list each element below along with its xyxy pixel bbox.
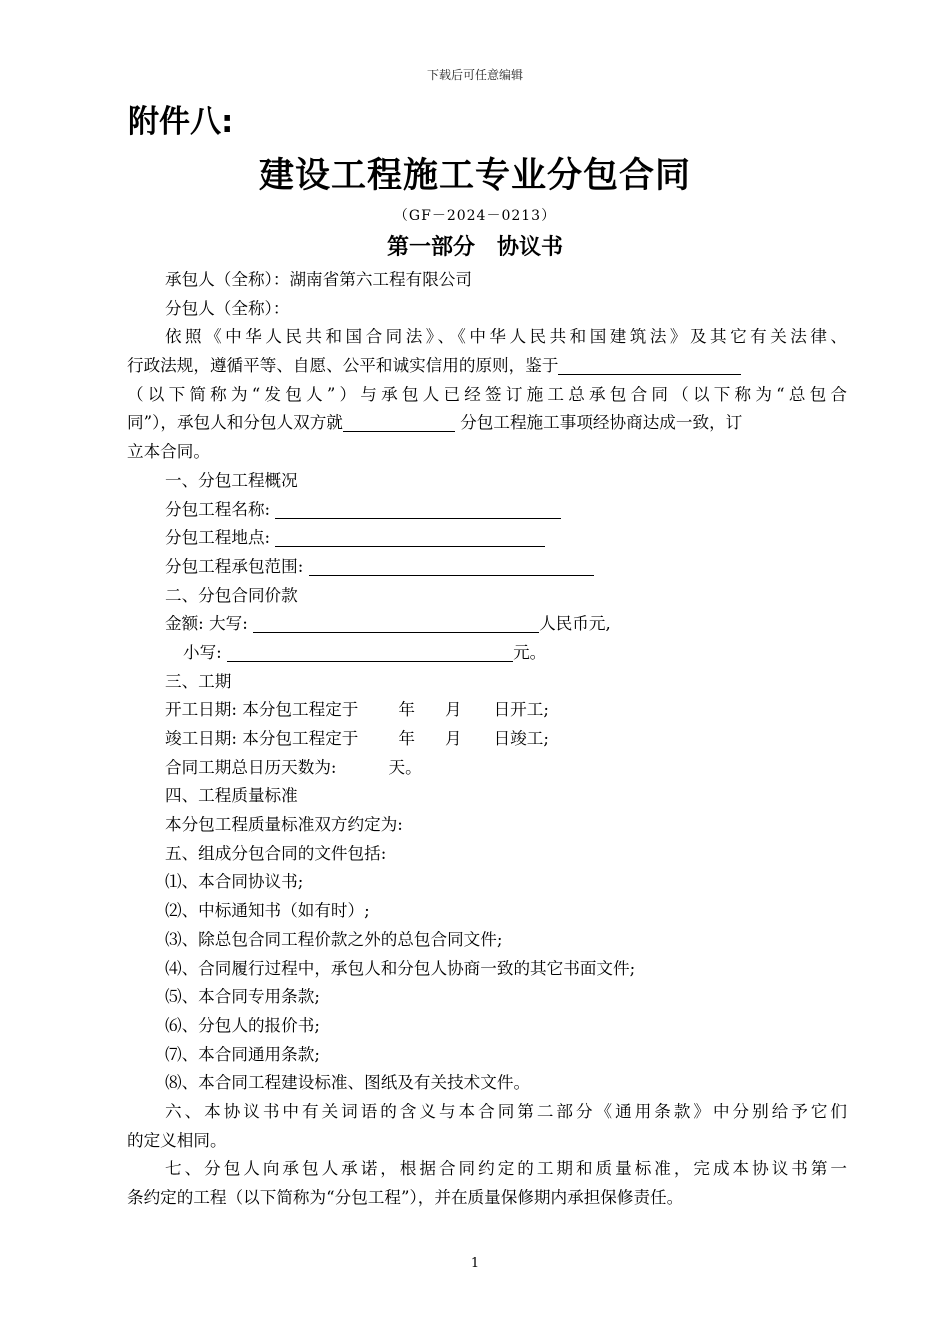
document-code: （GF－2024－0213） xyxy=(393,208,557,224)
project-name-line xyxy=(127,496,847,525)
field-suffix: 日开工; xyxy=(493,700,549,720)
year-label: 年 xyxy=(398,729,415,748)
project-blank xyxy=(343,412,455,432)
section-heading: 三、工期 xyxy=(165,671,232,691)
month-label: 月 xyxy=(445,700,462,720)
field-label: 金额: 大写: xyxy=(165,614,248,634)
field-label: 开工日期: 本分包工程定于 xyxy=(165,700,359,720)
para1-line: （以下简称为“发包人”）与承包人已经签订施工总承包合同（以下称为“总包合 xyxy=(127,384,847,404)
document-title: 建设工程施工专业分包合同 xyxy=(258,156,691,196)
section-heading: 二、分包合同价款 xyxy=(165,585,298,605)
total-days-line xyxy=(127,754,847,783)
amount-unit: 人民币元, xyxy=(539,614,611,634)
start-date-line xyxy=(127,696,847,725)
para1-line xyxy=(127,409,847,438)
document-list-item: ⑷、合同履行过程中，承包人和分包人协商一致的其它书面文件; xyxy=(165,958,636,978)
project-location-blank xyxy=(275,527,545,547)
para1-line: 立本合同。 xyxy=(127,442,210,462)
field-label: 分包工程承包范围: xyxy=(165,556,304,576)
clause-seven-line: 七、分包人向承包人承诺，根据合同约定的工期和质量标准，完成本协议书第一 xyxy=(165,1159,847,1179)
field-label: 小写: xyxy=(183,642,222,662)
amount-unit: 元。 xyxy=(513,642,547,662)
document-list-item: ⑻、本合同工程建设标准、图纸及有关技术文件。 xyxy=(165,1073,531,1093)
para1-line xyxy=(127,352,847,381)
field-label: 合同工期总日历天数为: xyxy=(165,757,337,777)
clause-six-line: 的定义相同。 xyxy=(127,1130,227,1150)
project-name-blank xyxy=(275,499,561,519)
field-label: 分包工程名称: xyxy=(165,499,271,519)
amount-figures-line xyxy=(127,639,847,668)
document-list-item: ⑵、中标通知书（如有时）; xyxy=(165,901,370,921)
contractor-line: 承包人（全称）：湖南省第六工程有限公司 xyxy=(165,270,472,289)
field-suffix: 日竣工; xyxy=(493,729,549,748)
page-header: 下载后可任意编辑 xyxy=(426,68,523,82)
page-number: 1 xyxy=(470,1256,480,1271)
part-title: 第一部分 协议书 xyxy=(386,235,563,260)
clause-six-line: 六、本协议书中有关词语的含义与本合同第二部分《通用条款》中分别给予它们 xyxy=(165,1101,847,1121)
quality-line: 本分包工程质量标准双方约定为: xyxy=(165,815,403,835)
end-date-line xyxy=(127,725,847,754)
year-label: 年 xyxy=(398,700,415,720)
amount-line xyxy=(127,610,847,639)
para1-text: 分包工程施工事项经协商达成一致，订 xyxy=(460,413,743,433)
clause-seven-line: 条约定的工程（以下简称为“分包工程”），并在质量保修期内承担保修责任。 xyxy=(127,1188,684,1207)
project-scope-blank xyxy=(309,556,594,576)
section-heading: 一、分包工程概况 xyxy=(165,470,298,490)
para1-text: 同”），承包人和分包人双方就 xyxy=(127,413,343,433)
project-location-line xyxy=(127,524,847,553)
field-label: 竣工日期: 本分包工程定于 xyxy=(165,729,359,748)
para1-text: 行政法规，遵循平等、自愿、公平和诚实信用的原则，鉴于 xyxy=(127,356,559,376)
project-scope-line xyxy=(127,553,847,582)
field-suffix: 天。 xyxy=(388,757,422,777)
para1-line: 依照《中华人民共和国合同法》、《中华人民共和国建筑法》及其它有关法律、 xyxy=(165,327,847,347)
document-list-item: ⑺、本合同通用条款; xyxy=(165,1044,320,1064)
field-label: 分包工程地点: xyxy=(165,528,271,548)
employer-blank xyxy=(558,355,741,375)
document-list-item: ⑸、本合同专用条款; xyxy=(165,987,320,1007)
month-label: 月 xyxy=(445,729,462,748)
section-heading: 五、组成分包合同的文件包括: xyxy=(165,843,387,863)
document-list-item: ⑶、除总包合同工程价款之外的总包合同文件; xyxy=(165,929,503,949)
amount-figures-blank xyxy=(227,642,513,662)
attachment-label: 附件八: xyxy=(128,104,234,140)
amount-words-blank xyxy=(253,613,539,633)
section-heading: 四、工程质量标准 xyxy=(165,786,298,806)
agreement-body xyxy=(127,266,847,1213)
document-list-item: ⑹、分包人的报价书; xyxy=(165,1015,320,1035)
subcontractor-line: 分包人（全称）： xyxy=(165,298,290,318)
document-list-item: ⑴、本合同协议书; xyxy=(165,872,304,892)
